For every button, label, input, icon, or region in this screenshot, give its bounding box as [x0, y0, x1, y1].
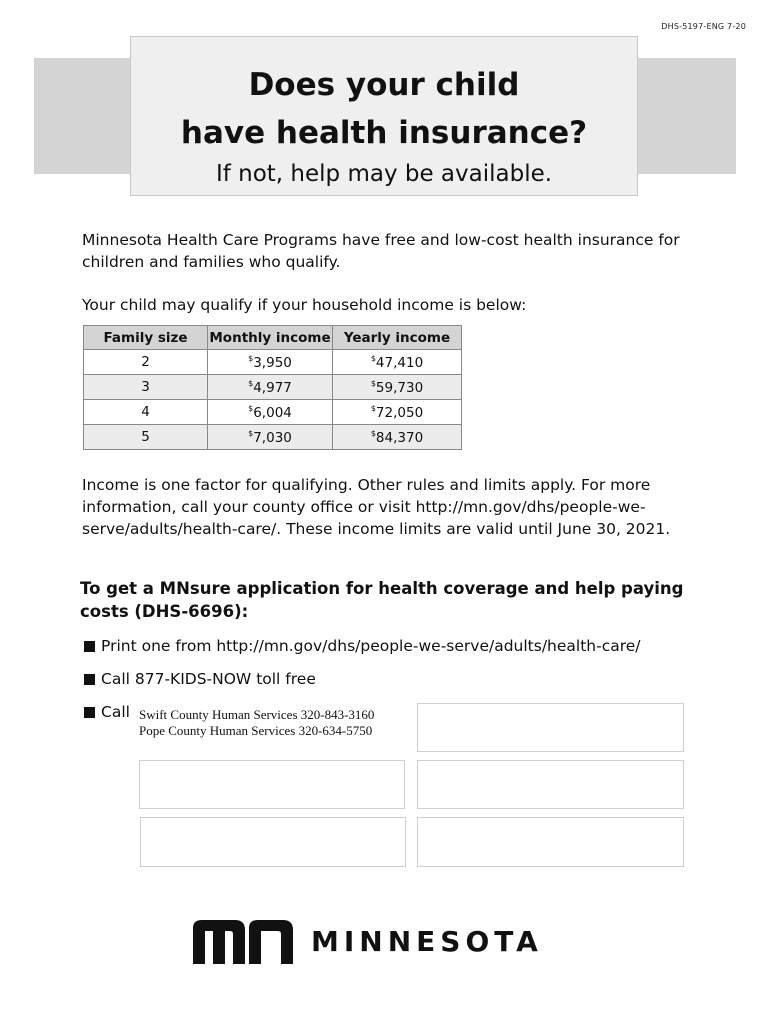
hero-box	[130, 36, 638, 196]
county-contact-field[interactable]	[417, 817, 684, 867]
square-bullet-icon	[84, 674, 95, 685]
qualify-text: Your child may qualify if your household income is below:	[82, 296, 527, 314]
monthly-income-cell: $6,004	[208, 400, 333, 425]
bullet-call-kids	[84, 670, 316, 688]
monthly-income-cell: $7,030	[208, 425, 333, 450]
yearly-income-cell: $84,370	[333, 425, 462, 450]
income-table	[83, 325, 462, 450]
currency-symbol: $	[248, 378, 254, 388]
family-size-cell: 5	[84, 425, 208, 450]
county-contact-field[interactable]	[417, 703, 684, 752]
page-title	[131, 61, 637, 157]
table-row	[84, 400, 462, 425]
table-row	[84, 375, 462, 400]
county-contact-field[interactable]	[140, 817, 406, 867]
currency-symbol: $	[370, 403, 376, 413]
county-contact-field[interactable]	[139, 760, 405, 809]
table-row	[84, 425, 462, 450]
table-header-row	[84, 326, 462, 350]
yearly-income-cell: $47,410	[333, 350, 462, 375]
minnesota-mn-logo-icon	[193, 918, 293, 964]
monthly-income-cell: $4,977	[208, 375, 333, 400]
currency-symbol: $	[248, 353, 254, 363]
county-line-1: Swift County Human Services 320-843-3160	[139, 707, 375, 722]
intro-paragraph: Minnesota Health Care Programs have free and low-cost health insurance for children and families who qualify.	[82, 231, 680, 271]
square-bullet-icon	[84, 641, 95, 652]
currency-symbol: $	[370, 378, 376, 388]
document-id: DHS-5197-ENG 7-20	[661, 22, 746, 31]
family-size-cell: 3	[84, 375, 208, 400]
county-line-2: Pope County Human Services 320-634-5750	[139, 723, 373, 738]
county-contact-entry[interactable]	[139, 707, 374, 739]
currency-symbol: $	[370, 353, 376, 363]
title-line-2: have health insurance?	[180, 115, 588, 151]
square-bullet-icon	[84, 707, 95, 718]
currency-symbol: $	[248, 403, 254, 413]
bullet-call-kids-text: Call 877-KIDS-NOW toll free	[101, 670, 316, 688]
family-size-cell: 2	[84, 350, 208, 375]
table-row	[84, 350, 462, 375]
income-note: Income is one factor for qualifying. Other rules and limits apply. For more information, call your county office or visit http://mn.gov/dhs/people-we-serve/adults/health-care/. These income limits are valid until June 30, 2021.	[82, 476, 671, 538]
apply-heading: To get a MNsure application for health coverage and help paying costs (DHS-6696):	[80, 579, 684, 621]
minnesota-logo	[193, 918, 543, 964]
header-family-size: Family size	[84, 326, 208, 350]
currency-symbol: $	[370, 428, 376, 438]
minnesota-wordmark: MINNESOTA	[311, 924, 543, 958]
page-subtitle: If not, help may be available.	[215, 161, 553, 187]
family-size-cell: 4	[84, 400, 208, 425]
title-line-1: Does your child	[248, 67, 520, 103]
bullet-print-text: Print one from http://mn.gov/dhs/people-we-serve/adults/health-care/	[101, 637, 641, 655]
yearly-income-cell: $59,730	[333, 375, 462, 400]
bullet-call	[84, 703, 130, 721]
yearly-income-cell: $72,050	[333, 400, 462, 425]
monthly-income-cell: $3,950	[208, 350, 333, 375]
county-contact-field[interactable]	[417, 760, 684, 809]
bullet-call-text: Call	[101, 703, 130, 721]
currency-symbol: $	[248, 428, 254, 438]
bullet-print	[84, 637, 641, 655]
header-yearly-income: Yearly income	[333, 326, 462, 350]
header-monthly-income: Monthly income	[208, 326, 333, 350]
